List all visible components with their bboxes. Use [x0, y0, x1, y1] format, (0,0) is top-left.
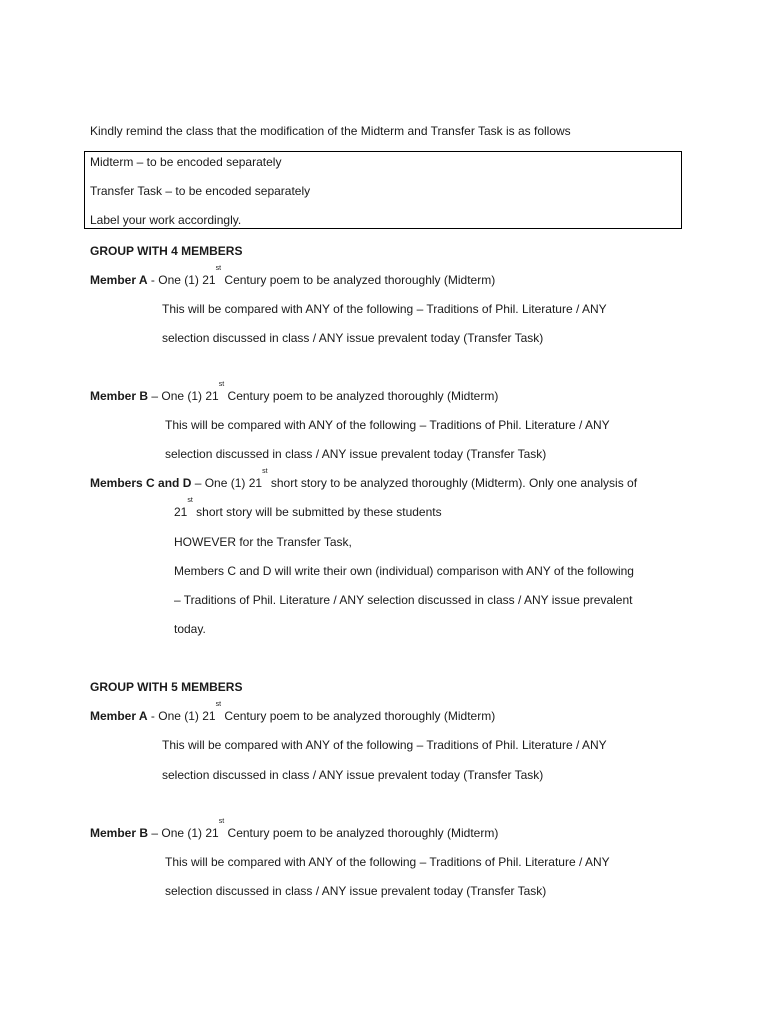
box-line-label: Label your work accordingly.	[90, 213, 242, 227]
group4-member-a-cont2: selection discussed in class / ANY issue prevalent today (Transfer Task)	[162, 331, 544, 345]
group4-member-b-cont1: This will be compared with ANY of the following – Traditions of Phil. Literature / ANY	[165, 418, 610, 432]
group4-heading: GROUP WITH 4 MEMBERS	[90, 244, 243, 258]
group5-member-b-line: Member B – One (1) 21st Century poem to be analyzed thoroughly (Midterm)	[90, 818, 499, 840]
member-label: Member B	[90, 389, 149, 403]
member-label: Member B	[90, 826, 149, 840]
box-line-transfer-task: Transfer Task – to be encoded separately	[90, 184, 311, 198]
group4-members-cd-line: Members C and D – One (1) 21st short story to be analyzed thoroughly (Midterm). Only one analysis of	[90, 468, 638, 490]
group4-members-cd-cont2: HOWEVER for the Transfer Task,	[174, 535, 352, 549]
group4-member-b-cont2: selection discussed in class / ANY issue prevalent today (Transfer Task)	[165, 447, 547, 461]
intro-text: Kindly remind the class that the modification of the Midterm and Transfer Task is as follows	[90, 124, 571, 138]
group4-members-cd-cont4: – Traditions of Phil. Literature / ANY selection discussed in class / ANY issue prevalent	[174, 593, 633, 607]
member-label: Member A	[90, 709, 148, 723]
member-label: Member A	[90, 273, 148, 287]
group5-member-b-cont1: This will be compared with ANY of the following – Traditions of Phil. Literature / ANY	[165, 855, 610, 869]
group5-member-a-line: Member A - One (1) 21st Century poem to be analyzed thoroughly (Midterm)	[90, 701, 496, 723]
group4-member-a-line: Member A - One (1) 21st Century poem to be analyzed thoroughly (Midterm)	[90, 265, 496, 287]
group4-members-cd-cont1: 21st short story will be submitted by these students	[174, 497, 442, 519]
group5-heading: GROUP WITH 5 MEMBERS	[90, 680, 243, 694]
group5-member-a-cont2: selection discussed in class / ANY issue prevalent today (Transfer Task)	[162, 768, 544, 782]
group4-members-cd-cont3: Members C and D will write their own (individual) comparison with ANY of the following	[174, 564, 634, 578]
group4-member-b-line: Member B – One (1) 21st Century poem to be analyzed thoroughly (Midterm)	[90, 381, 499, 403]
group4-member-a-cont1: This will be compared with ANY of the following – Traditions of Phil. Literature / ANY	[162, 302, 607, 316]
box-line-midterm: Midterm – to be encoded separately	[90, 155, 282, 169]
group4-members-cd-cont5: today.	[174, 622, 206, 636]
member-label: Members C and D	[90, 476, 192, 490]
group5-member-b-cont2: selection discussed in class / ANY issue prevalent today (Transfer Task)	[165, 884, 547, 898]
group5-member-a-cont1: This will be compared with ANY of the following – Traditions of Phil. Literature / ANY	[162, 738, 607, 752]
